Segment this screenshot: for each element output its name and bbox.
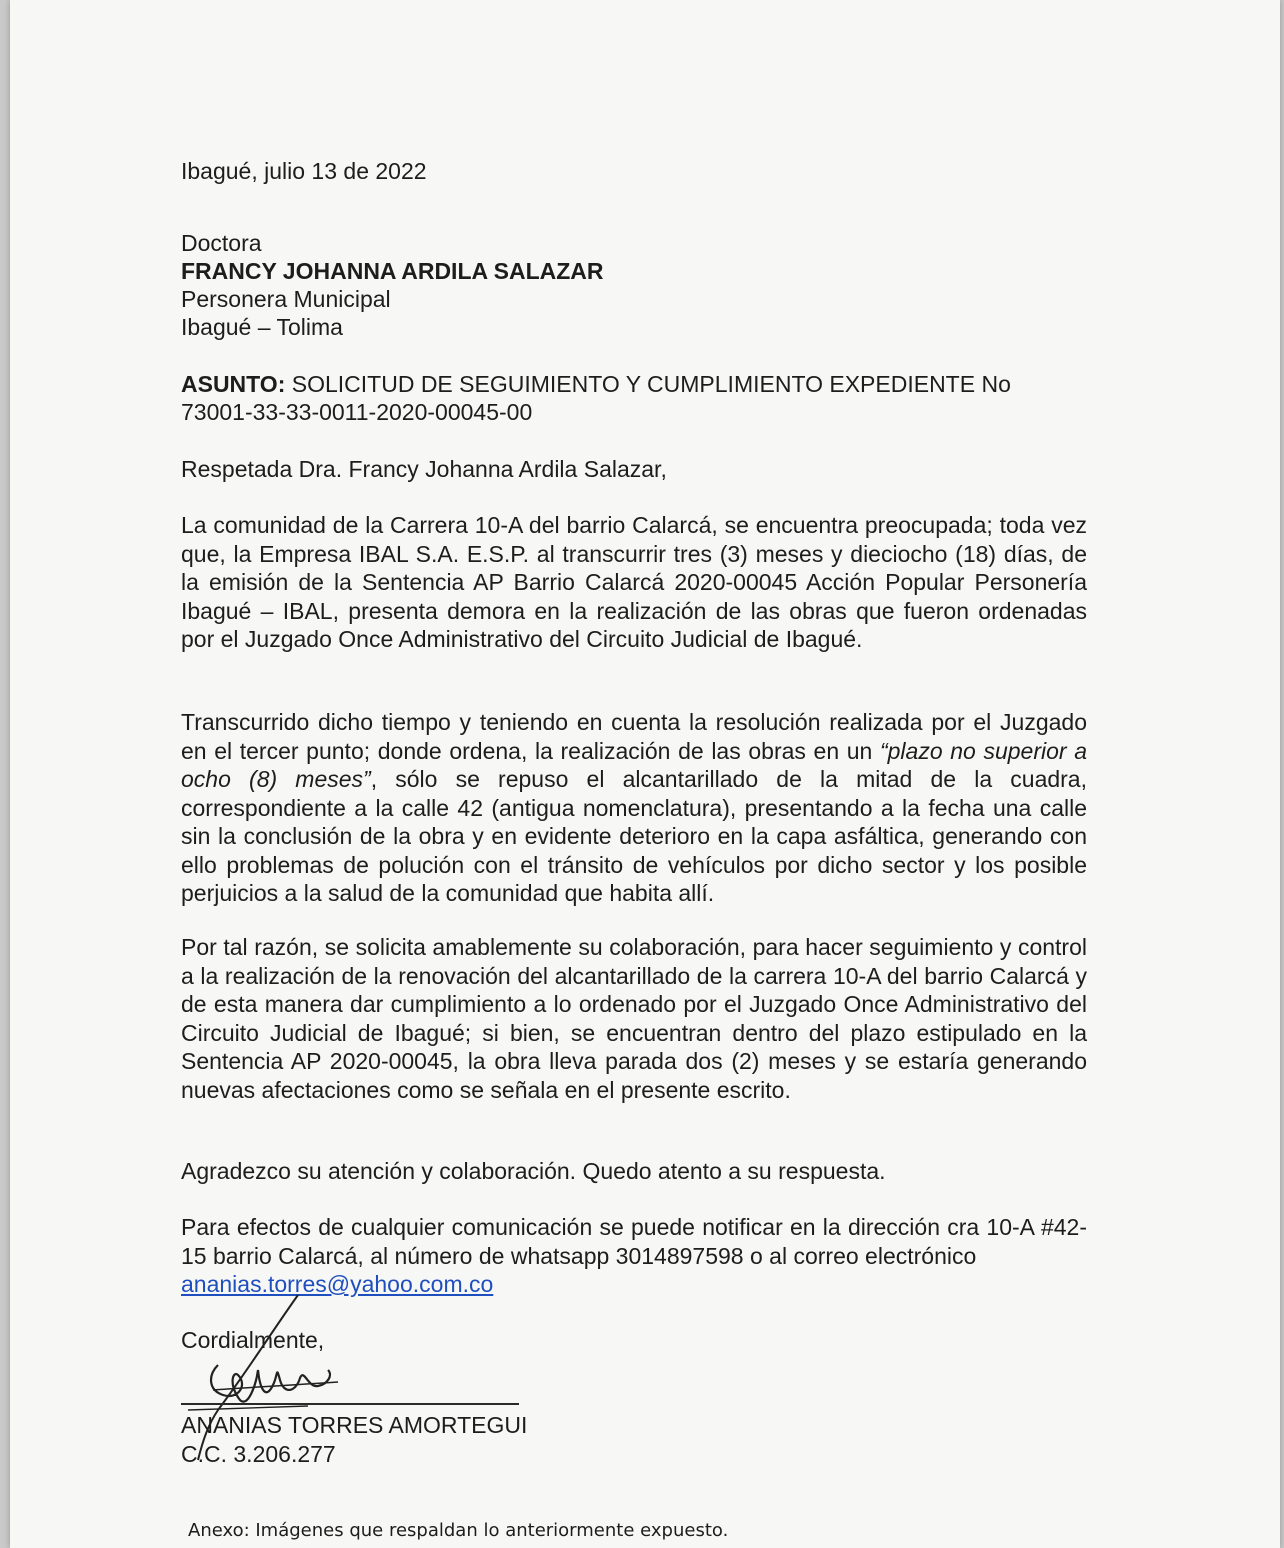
paragraph-2-after: , sólo se repuso el alcantarillado de la mitad de la cuadra, correspondiente a la calle 42 (antigua nomenclatura), presentando a la fecha una calle sin la conclusión de la obra y en evidente deterioro en la capa asfáltica, generando con ello problemas de polución con el tránsito de vehículos por dicho sector y los posible perjuicios a la salud de la comunidad que habita allí. (181, 766, 1087, 906)
signer-name: ANANIAS TORRES AMORTEGUI (181, 1412, 528, 1438)
signer-id: C.C. 3.206.277 (181, 1441, 336, 1467)
recipient-position: Personera Municipal (181, 286, 391, 312)
paragraph-2-quote: “plazo no superior a ocho (8) meses” (181, 737, 1087, 792)
subject-text: SOLICITUD DE SEGUIMIENTO Y CUMPLIMIENTO EXPEDIENTE No (285, 371, 1011, 397)
contact-paragraph (181, 1213, 1087, 1299)
contact-text: Para efectos de cualquier comunicación se puede notificar en la dirección cra 10-A #42-15 barrio Calarcá, al número de whatsapp 3014897598 o al correo electrónico (181, 1214, 1087, 1269)
letter-date: Ibagué, julio 13 de 2022 (181, 158, 427, 184)
recipient-title: Doctora (181, 230, 262, 256)
paragraph-3: Por tal razón, se solicita amablemente su colaboración, para hacer seguimiento y control a la realización de la renovación del alcantarillado de la carrera 10-A del barrio Calarcá y de esta manera dar cumplimiento a lo ordenado por el Juzgado Once Administrativo del Circuito Judicial de Ibagué; si bien, se encuentran dentro del plazo estipulado en la Sentencia AP 2020-00045, la obra lleva parada dos (2) meses y se estaría generando nuevas afectaciones como se señala en el presente escrito. (181, 934, 1087, 1103)
signature-line (181, 1403, 519, 1405)
closing: Cordialmente, (181, 1327, 325, 1353)
subject-line (181, 370, 1011, 399)
salutation: Respetada Dra. Francy Johanna Ardila Salazar, (181, 456, 667, 482)
paragraph-2 (181, 708, 1087, 908)
paragraph-2-before: Transcurrido dicho tiempo y teniendo en cuenta la resolución realizada por el Juzgado en el tercer punto; donde ordena, la realización de las obras en un (181, 709, 1087, 764)
recipient-location: Ibagué – Tolima (181, 314, 343, 340)
annex-note: Anexo: Imágenes que respaldan lo anteriormente expuesto. (188, 1520, 729, 1541)
email-link[interactable]: ananias.torres@yahoo.com.co (181, 1271, 494, 1297)
paragraph-1: La comunidad de la Carrera 10-A del barrio Calarcá, se encuentra preocupada; toda vez que, la Empresa IBAL S.A. E.S.P. al transcurrir tres (3) meses y dieciocho (18) días, de la emisión de la Sentencia AP Barrio Calarcá 2020-00045 Acción Popular Personería Ibagué – IBAL, presenta demora en la realización de las obras que fueron ordenadas por el Juzgado Once Administrativo del Circuito Judicial de Ibagué. (181, 512, 1087, 652)
letter-page (10, 0, 1280, 1548)
thanks-line: Agradezco su atención y colaboración. Quedo atento a su respuesta. (181, 1158, 886, 1184)
recipient-name: FRANCY JOHANNA ARDILA SALAZAR (181, 258, 604, 284)
subject-label: ASUNTO: (181, 371, 286, 397)
subject-expedient: 73001-33-33-0011-2020-00045-00 (181, 399, 533, 425)
